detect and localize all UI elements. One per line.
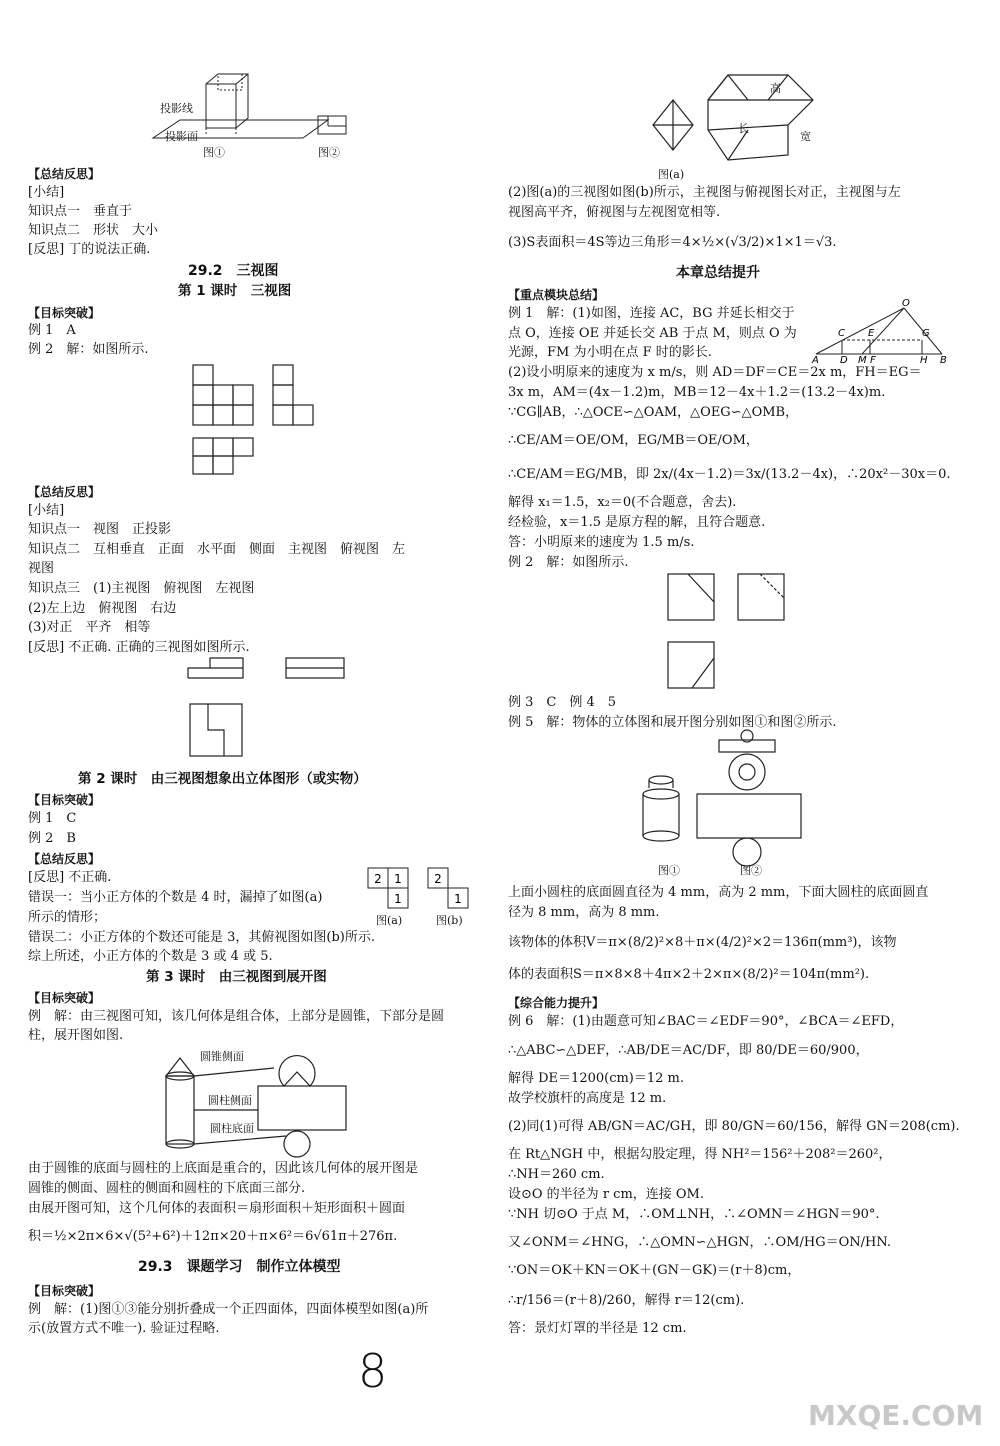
point-label: A xyxy=(812,355,819,366)
lesson-title: 第 1 课时 三视图 xyxy=(178,283,292,299)
text-line: (3)S表面积＝4S等边三角形＝4×½×(√3/2)×1×1＝√3. xyxy=(508,235,837,250)
point-label: D xyxy=(840,355,848,366)
text-line: 解得 DE＝1200(cm)＝12 m. xyxy=(508,1071,685,1086)
point-label: F xyxy=(870,355,876,366)
text-line: 柱，展开图如图. xyxy=(28,1028,124,1043)
text-line: 该物体的体积V＝π×(8/2)²×8＋π×(4/2)²×2＝136π(mm³)，该物 xyxy=(508,935,897,950)
text-line: 点 O，连接 OE 并延长交 AB 于点 M，则点 O 为 xyxy=(508,326,797,341)
point-label: B xyxy=(940,355,947,366)
text-line: 上面小圆柱的底面圆直径为 4 mm，高为 2 mm，下面大圆柱的底面圆直 xyxy=(508,885,929,900)
text-line: 综上所述，小正方体的个数是 3 或 4 或 5. xyxy=(28,949,273,964)
section-heading: 【目标突破】 xyxy=(28,793,101,807)
watermark: MXQE.COM xyxy=(808,1399,984,1432)
section-heading: 【目标突破】 xyxy=(28,1284,101,1298)
section-title: 29.2 三视图 xyxy=(188,263,279,279)
section-heading: 【目标突破】 xyxy=(28,991,101,1005)
lesson-title: 第 3 课时 由三视图到展开图 xyxy=(146,969,327,985)
text-line: 例 1 解：(1)如图，连接 AC，BG 并延长相交于 xyxy=(508,306,795,321)
text-line: ∴NH＝260 cm. xyxy=(508,1167,605,1182)
text-line: 光源，FM 为小明在点 F 时的影长. xyxy=(508,345,712,360)
grid-b-caption: 图(b) xyxy=(436,914,463,927)
text-line: 经检验，x＝1.5 是原方程的解，且符合题意. xyxy=(508,515,766,530)
text-line: 由展开图可知，这个几何体的表面积＝扇形面积＋矩形面积＋圆面 xyxy=(28,1201,406,1216)
text-line: [小结] xyxy=(28,503,65,518)
light-shadow-figure xyxy=(812,298,952,366)
section-heading: 【目标突破】 xyxy=(28,306,101,320)
text-line: 例 2 B xyxy=(28,831,76,846)
text-line: 积＝½×2π×6×√(5²+6²)＋12π×20＋π×6²＝6√61π＋276π. xyxy=(28,1229,398,1244)
section-heading: 【重点模块总结】 xyxy=(508,288,605,302)
section-heading: 【总结反思】 xyxy=(28,485,101,499)
text-line: (2)同(1)可得 AB/GN＝AC/GH，即 80/GN＝60/156，解得 GN＝208(cm). xyxy=(508,1119,960,1134)
label-cylinder-side: 圆柱侧面 xyxy=(208,1094,252,1107)
point-label: C xyxy=(838,328,845,339)
corrected-views-figure xyxy=(188,656,358,766)
text-line: 答：景灯灯罩的半径是 12 cm. xyxy=(508,1321,687,1336)
figure-caption-1: 图① xyxy=(658,864,680,877)
text-line: 由于圆锥的底面与圆柱的上底面是重合的，因此该几何体的展开图是 xyxy=(28,1161,419,1176)
text-line: (2)图(a)的三视图如图(b)所示，主视图与俯视图长对正，主视图与左 xyxy=(508,185,901,200)
text-line: ∴CE/AM＝EG/MB，即 2x/(4x－1.2)＝3x/(13.2－4x)，∴20x²－30x＝0. xyxy=(508,467,951,482)
figure-a-caption: 图(a) xyxy=(658,168,685,181)
text-line: ∵ON＝OK＋KN＝OK＋(GN－GK)＝(r＋8)cm， xyxy=(508,1263,801,1278)
text-line: [反思] 不正确. 正确的三视图如图所示. xyxy=(28,640,250,655)
grid-figure-a xyxy=(366,866,426,918)
figure-caption-2: 图② xyxy=(740,864,762,877)
text-line: 例 6 解：(1)由题意可知∠BAC＝∠EDF＝90°，∠BCA＝∠EFD， xyxy=(508,1014,904,1029)
three-views-figure xyxy=(188,360,358,480)
text-line: 设⊙O 的半径为 r cm，连接 OM. xyxy=(508,1187,705,1202)
text-line: 体的表面积S＝π×8×8＋4π×2＋2×π×(8/2)²＝104π(mm²). xyxy=(508,967,870,982)
point-label: O xyxy=(902,298,910,309)
text-line: ∵CG∥AB，∴△OCE∽△OAM，△OEG∽△OMB， xyxy=(508,405,799,420)
point-label: H xyxy=(920,355,928,366)
chapter-title: 本章总结提升 xyxy=(676,265,760,281)
grid-a-cell-1: 2 xyxy=(374,872,382,886)
text-line: 例 5 解：物体的立体图和展开图分别如图①和图②所示. xyxy=(508,715,837,730)
figure-caption-2: 图② xyxy=(318,146,340,159)
lesson-title: 第 2 课时 由三视图想象出立体图形（或实物） xyxy=(78,771,367,787)
grid-a-caption: 图(a) xyxy=(376,914,403,927)
text-line: 径为 8 mm，高为 8 mm. xyxy=(508,905,660,920)
point-label: E xyxy=(868,328,875,339)
text-line: 知识点二 形状 大小 xyxy=(28,223,159,238)
figure-caption-1: 图① xyxy=(203,146,225,159)
text-line: 知识点二 互相垂直 正面 水平面 侧面 主视图 俯视图 左 xyxy=(28,542,406,557)
cone-cylinder-net-figure xyxy=(158,1046,388,1156)
text-line: 视图 xyxy=(28,561,55,576)
grid-b-cell-1: 2 xyxy=(434,872,442,886)
text-line: 例 2 解：如图所示. xyxy=(508,555,629,570)
page-number: 8 xyxy=(358,1344,388,1398)
grid-figure-b xyxy=(426,866,486,918)
text-line: 例 3 C 例 4 5 xyxy=(508,695,617,710)
text-line: 故学校旗杆的高度是 12 m. xyxy=(508,1091,667,1106)
text-line: 例 1 C xyxy=(28,811,77,826)
text-line: 视图高平齐，俯视图与左视图宽相等. xyxy=(508,205,721,220)
label-height: 高 xyxy=(770,82,781,95)
point-label: G xyxy=(922,328,930,339)
text-line: [反思] 丁的说法正确. xyxy=(28,242,151,257)
section-title: 29.3 课题学习 制作立体模型 xyxy=(138,1259,341,1275)
text-line: [反思] 不正确. xyxy=(28,870,112,885)
text-line: 示(放置方式不唯一). 验证过程略. xyxy=(28,1321,220,1336)
text-line: 圆锥的侧面、圆柱的侧面和圆柱的下底面三部分. xyxy=(28,1181,306,1196)
label-width: 宽 xyxy=(800,130,811,143)
cylinders-figure xyxy=(643,730,843,864)
section-heading: 【综合能力提升】 xyxy=(508,996,605,1010)
text-line: ∴CE/AM＝OE/OM，EG/MB＝OE/OM， xyxy=(508,433,759,448)
text-line: (2)左上边 俯视图 右边 xyxy=(28,601,177,616)
text-line: 又∠ONM＝∠HNG，∴△OMN∽△HGN，∴OM/HG＝ON/HN. xyxy=(508,1235,892,1250)
label-shadow-line: 投影线 xyxy=(160,102,193,115)
text-line: 例 2 解：如图所示. xyxy=(28,342,149,357)
text-line: 知识点一 垂直于 xyxy=(28,204,133,219)
label-cone-side: 圆锥侧面 xyxy=(200,1050,244,1063)
text-line: 所示的情形； xyxy=(28,910,107,925)
text-line: 错误一：当小正方体的个数是 4 时，漏掉了如图(a) xyxy=(28,890,323,905)
text-line: (3)对正 平齐 相等 xyxy=(28,620,151,635)
section-heading: 【总结反思】 xyxy=(28,167,101,181)
label-length: 长 xyxy=(738,122,749,135)
text-line: 3x m，AM＝(4x－1.2)m，MB＝12－4x＋1.2＝(13.2－4x)m. xyxy=(508,385,886,400)
text-line: 在 Rt△NGH 中，根据勾股定理，得 NH²＝156²＋208²＝260²， xyxy=(508,1147,892,1162)
text-line: 知识点三 (1)主视图 俯视图 左视图 xyxy=(28,581,255,596)
label-projection-plane: 投影面 xyxy=(165,130,198,143)
example2-views-figure xyxy=(666,572,816,692)
grid-b-cell-2: 1 xyxy=(454,892,462,906)
grid-a-cell-2: 1 xyxy=(394,872,402,886)
text-line: 知识点一 视图 正投影 xyxy=(28,522,172,537)
grid-a-cell-3: 1 xyxy=(394,892,402,906)
text-line: ∴r/156＝(r＋8)/260，解得 r＝12(cm). xyxy=(508,1293,745,1308)
text-line: (2)设小明原来的速度为 x m/s，则 AD＝DF＝CE＝2x m，FH＝EG＝ xyxy=(508,365,922,380)
text-line: 例 1 A xyxy=(28,323,76,338)
text-line: ∵NH 切⊙O 于点 M，∴OM⊥NH，∴∠OMN＝∠HGN＝90°. xyxy=(508,1207,880,1222)
text-line: 例 解：由三视图可知，该几何体是组合体，上部分是圆锥，下部分是圆 xyxy=(28,1009,445,1024)
text-line: ∴△ABC∽△DEF，∴AB/DE＝AC/DF，即 80/DE＝60/900， xyxy=(508,1043,869,1058)
text-line: 错误二：小正方体的个数还可能是 3，其俯视图如图(b)所示. xyxy=(28,930,376,945)
point-label: M xyxy=(858,355,867,366)
section-heading: 【总结反思】 xyxy=(28,852,101,866)
text-line: 例 解：(1)图①③能分别折叠成一个正四面体，四面体模型如图(a)所 xyxy=(28,1302,429,1317)
text-line: 答：小明原来的速度为 1.5 m/s. xyxy=(508,535,695,550)
label-cylinder-base: 圆柱底面 xyxy=(210,1122,254,1135)
text-line: 解得 x₁＝1.5，x₂＝0(不合题意，舍去). xyxy=(508,495,737,510)
text-line: [小结] xyxy=(28,185,65,200)
